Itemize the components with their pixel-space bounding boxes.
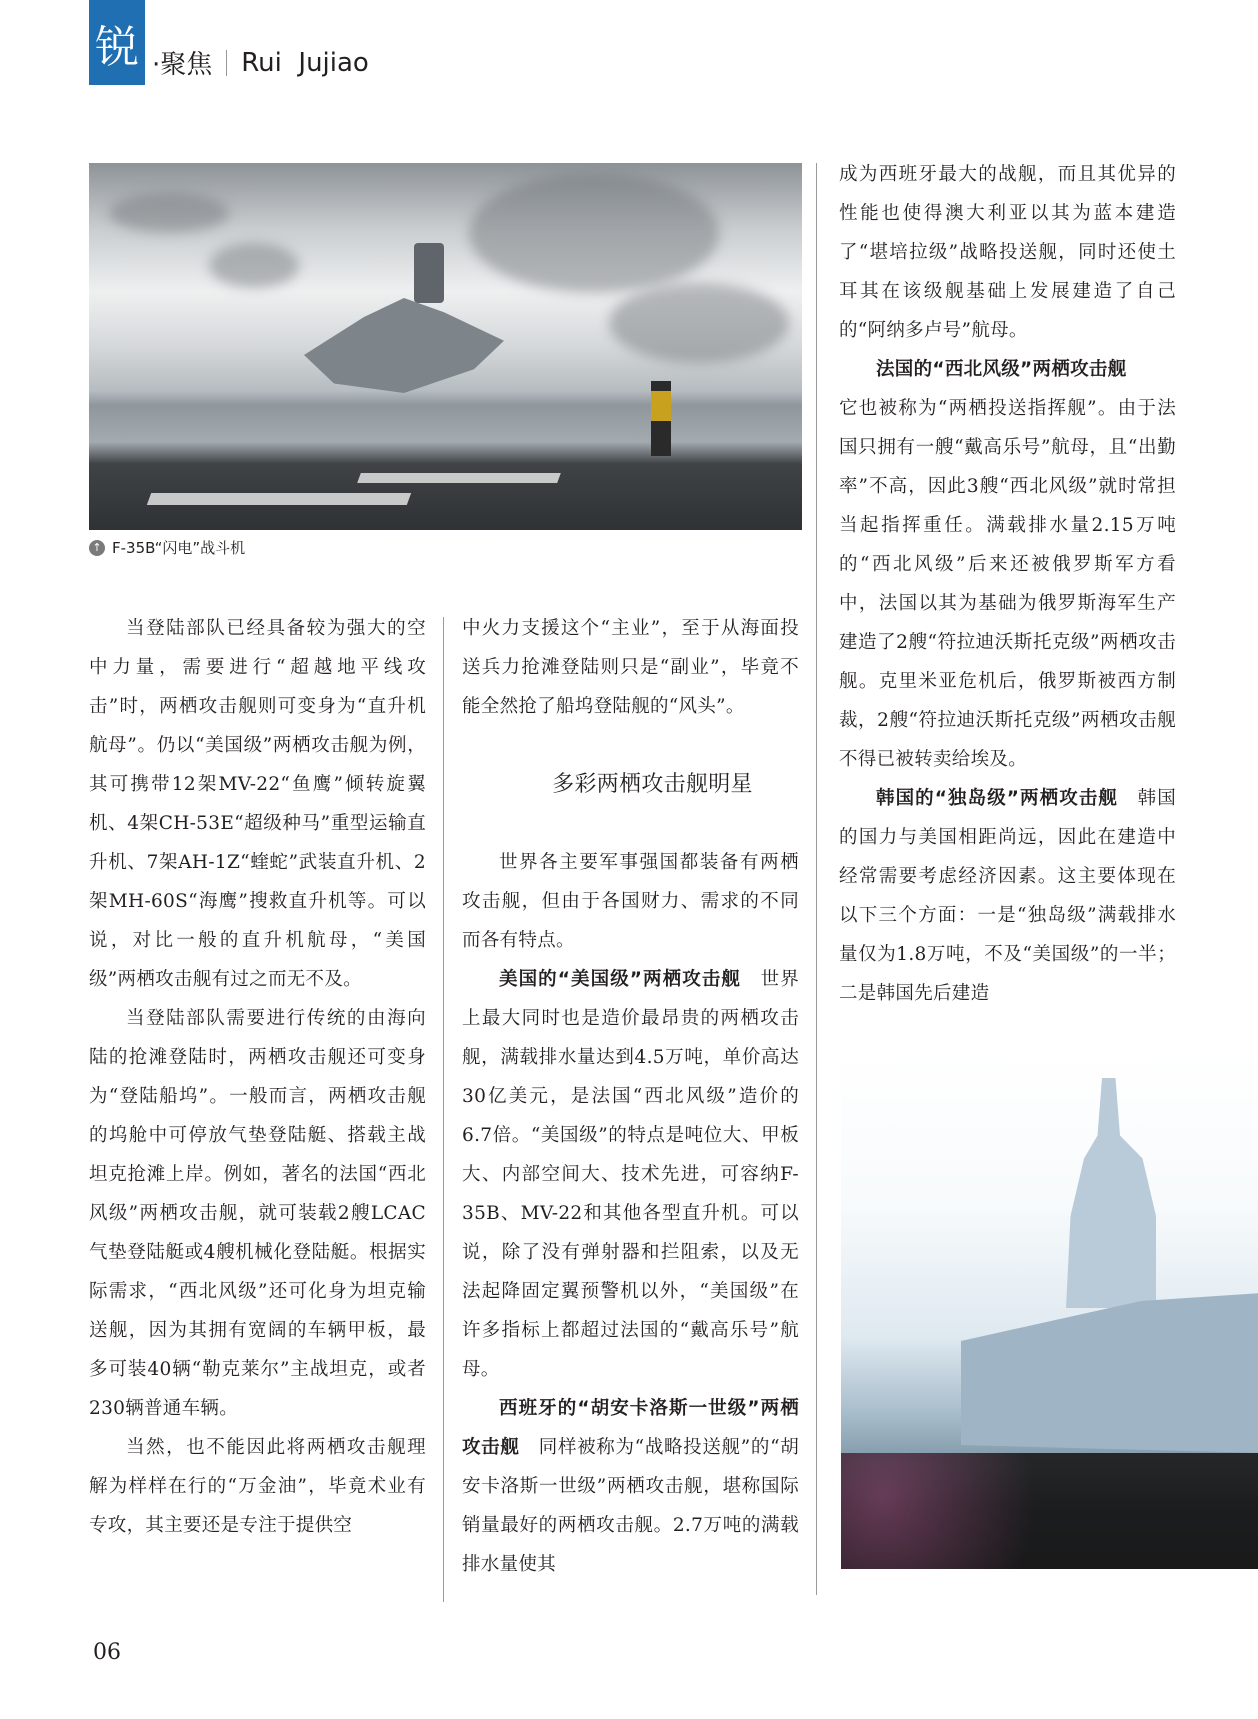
paragraph: 当然，也不能因此将两栖攻击舰理解为样样在行的“万金油”，毕竟术业有专攻，其主要还是专注于提供空 <box>89 1437 426 1536</box>
column-divider <box>443 617 444 1602</box>
section-name: ·聚焦 <box>152 50 213 80</box>
section-badge-char: 锐 <box>95 22 139 73</box>
paragraph <box>839 779 1176 1013</box>
paragraph-text: 它也被称为“两栖投送指挥舰”。由于法国只拥有一艘“戴高乐号”航母，且“出勤率”不高，因此3艘“西北风级”就时常担当起指挥重任。满载排水量2.15万吨的“西北风级”后来还被俄罗斯军方看中，法国以其为基础为俄罗斯海军生产建造了2艘“符拉迪沃斯托克级”两栖攻击舰。克里米亚危机后，俄罗斯被西方制裁，2艘“符拉迪沃斯托克级”两栖攻击舰不得已被转卖给埃及。 <box>839 398 1176 770</box>
column-divider <box>816 163 817 1595</box>
deck-marking <box>147 493 411 505</box>
caption-text: F-35B“闪电”战斗机 <box>112 539 246 557</box>
paragraph <box>462 1389 799 1584</box>
deck-marking <box>357 473 561 483</box>
arrow-up-icon: ↑ <box>89 540 105 556</box>
paragraph: 中火力支援这个“主业”，至于从海面投送兵力抢滩登陆则只是“副业”，毕竟不能全然抢了船坞登陆舰的“风头”。 <box>462 618 799 717</box>
cloud-shape <box>109 193 229 233</box>
subsection-heading: 法国的“西北风级”两栖攻击舰 <box>876 359 1127 380</box>
paragraph-text: 同样被称为“战略投送舰”的“胡安卡洛斯一世级”两栖攻击舰，堪称国际销量最好的两栖攻击舰。2.7万吨的满载排水量使其 <box>462 1437 800 1575</box>
cloud-shape <box>209 243 299 288</box>
section-pinyin: Rui Jujiao <box>241 47 369 78</box>
subsection-heading: 韩国的“独岛级”两栖攻击舰 <box>876 788 1118 809</box>
jet-body-shape <box>304 298 504 393</box>
header-divider <box>226 50 227 76</box>
paragraph-text: 韩国的国力与美国相距尚远，因此在建造中经常需要考虑经济因素。这主要体现在以下三个方面：一是“独岛级”满载排水量仅为1.8万吨，不及“美国级”的一半；二是韩国先后建造 <box>839 788 1176 1004</box>
ship-hull-shape <box>961 1293 1258 1453</box>
crowd-shape <box>841 1453 1258 1569</box>
article-column-1 <box>89 609 426 1545</box>
section-title: 多彩两栖攻击舰明星 <box>552 772 753 797</box>
deck-crew-vest <box>651 391 671 421</box>
article-column-2 <box>462 609 799 1584</box>
ship-island-shape <box>1066 1078 1156 1308</box>
subsection-heading: 西班牙的“胡安卡洛斯一世级”两栖攻击舰 <box>462 1398 799 1458</box>
f35b-photo <box>89 163 802 530</box>
section-header <box>152 44 369 81</box>
mistral-ship-photo <box>841 1053 1258 1569</box>
article-column-3 <box>839 155 1176 1013</box>
paragraph <box>462 960 799 1389</box>
jet-lift-fan-shape <box>414 243 444 303</box>
cloud-shape <box>609 283 789 363</box>
cloud-shape <box>469 173 719 293</box>
paragraph: 世界各主要军事强国都装备有两栖攻击舰，但由于各国财力、需求的不同而各有特点。 <box>462 852 799 951</box>
paragraph: 当登陆部队需要进行传统的由海向陆的抢滩登陆时，两栖攻击舰还可变身为“登陆船坞”。一般而言，两栖攻击舰的坞舱中可停放气垫登陆艇、搭载主战坦克抢滩上岸。例如，著名的法国“西北风级”两栖攻击舰，就可装载2艘LCAC气垫登陆艇或4艘机械化登陆艇。根据实际需求，“西北风级”还可化身为坦克输送舰，因为其拥有宽阔的车辆甲板，最多可装40辆“勒克莱尔”主战坦克，或者230辆普通车辆。 <box>89 1008 426 1419</box>
paragraph <box>839 350 1176 779</box>
paragraph: 成为西班牙最大的战舰，而且其优异的性能也使得澳大利亚以其为蓝本建造了“堪培拉级”战略投送舰，同时还使土耳其在该级舰基础上发展建造了自己的“阿纳多卢号”航母。 <box>839 164 1176 341</box>
subsection-heading: 美国的“美国级”两栖攻击舰 <box>499 969 741 990</box>
paragraph-text: 世界上最大同时也是造价最昂贵的两栖攻击舰，满载排水量达到4.5万吨，单价高达30亿美元，是法国“西北风级”造价的6.7倍。“美国级”的特点是吨位大、甲板大、内部空间大、技术先进，可容纳F-35B、MV-22和其他各型直升机。可以说，除了没有弹射器和拦阻索，以及无法起降固定翼预警机以外，“美国级”在许多指标上都超过法国的“戴高乐号”航母。 <box>462 969 799 1380</box>
photo-caption <box>89 537 245 558</box>
page-number: 06 <box>93 1640 121 1665</box>
section-badge <box>89 0 145 85</box>
paragraph: 当登陆部队已经具备较为强大的空中力量，需要进行“超越地平线攻击”时，两栖攻击舰则可变身为“直升机航母”。仍以“美国级”两栖攻击舰为例，其可携带12架MV-22“鱼鹰”倾转旋翼机、4架CH-53E“超级种马”重型运输直升机、7架AH-1Z“蝰蛇”武装直升机、2架MH-60S“海鹰”搜救直升机等。可以说，对比一般的直升机航母，“美国级”两栖攻击舰有过之而无不及。 <box>89 618 426 990</box>
